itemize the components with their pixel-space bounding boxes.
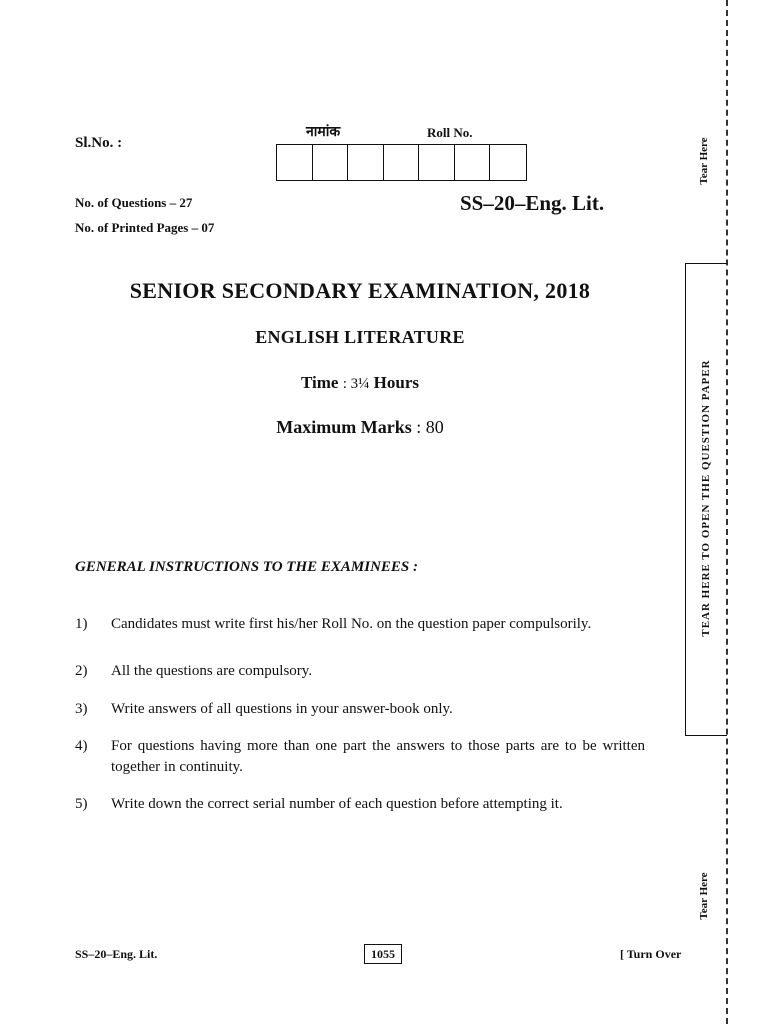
roll-digit-box[interactable] <box>419 145 455 180</box>
paper-code: SS–20–Eng. Lit. <box>460 191 605 215</box>
instructions-heading: GENERAL INSTRUCTIONS TO THE EXAMINEES : <box>75 559 418 575</box>
instruction-number: 5) <box>75 796 88 812</box>
tear-here-top-label: Tear Here <box>698 137 710 185</box>
tear-open-instruction: TEAR HERE TO OPEN THE QUESTION PAPER <box>700 359 712 637</box>
instruction-number: 3) <box>75 701 88 717</box>
page-code-box: 1055 <box>364 944 402 964</box>
instruction-number: 2) <box>75 663 88 679</box>
serial-number-label: Sl.No. : <box>75 135 123 151</box>
instruction-text: Write answers of all questions in your answer-book only. <box>111 701 453 717</box>
time-unit: Hours <box>373 373 419 392</box>
exam-title: SENIOR SECONDARY EXAMINATION, 2018 <box>129 278 591 303</box>
footer-paper-code: SS–20–Eng. Lit. <box>75 947 158 961</box>
instruction-item <box>75 699 645 720</box>
subject-title: ENGLISH LITERATURE <box>255 327 465 347</box>
maximum-marks-line: Maximum Marks : 80 <box>276 417 444 437</box>
instruction-number: 4) <box>75 738 88 754</box>
instruction-text: All the questions are compulsory. <box>111 663 313 679</box>
instruction-text: Write down the correct serial number of each question before attempting it. <box>111 796 563 812</box>
roll-number-hindi-label: नामांक <box>306 124 341 140</box>
turn-over-label: [ Turn Over <box>620 947 682 961</box>
roll-digit-box[interactable] <box>277 145 313 180</box>
roll-digit-box[interactable] <box>490 145 526 180</box>
time-value: 3¼ <box>350 376 370 392</box>
roll-digit-box[interactable] <box>348 145 384 180</box>
instruction-item <box>75 794 645 815</box>
instruction-item <box>75 614 645 635</box>
roll-digit-box[interactable] <box>313 145 349 180</box>
instruction-text: For questions having more than one part the answers to those parts are to be written together in continuity. <box>111 738 645 775</box>
instruction-item <box>75 661 645 682</box>
instruction-number: 1) <box>75 616 88 632</box>
instruction-item <box>75 736 645 778</box>
marks-label: Maximum Marks <box>276 417 412 437</box>
tear-here-bottom-label: Tear Here <box>698 872 710 920</box>
roll-number-boxes[interactable] <box>276 144 527 181</box>
time-line: Time : 3¼ Hours <box>301 373 419 392</box>
marks-value: 80 <box>425 417 444 437</box>
roll-number-label: Roll No. <box>427 125 473 140</box>
instruction-text: Candidates must write first his/her Roll No. on the question paper compulsorily. <box>111 616 592 632</box>
roll-digit-box[interactable] <box>455 145 491 180</box>
time-label: Time <box>301 373 339 392</box>
number-of-questions: No. of Questions – 27 <box>75 195 193 210</box>
roll-digit-box[interactable] <box>384 145 420 180</box>
number-of-printed-pages: No. of Printed Pages – 07 <box>75 220 215 235</box>
